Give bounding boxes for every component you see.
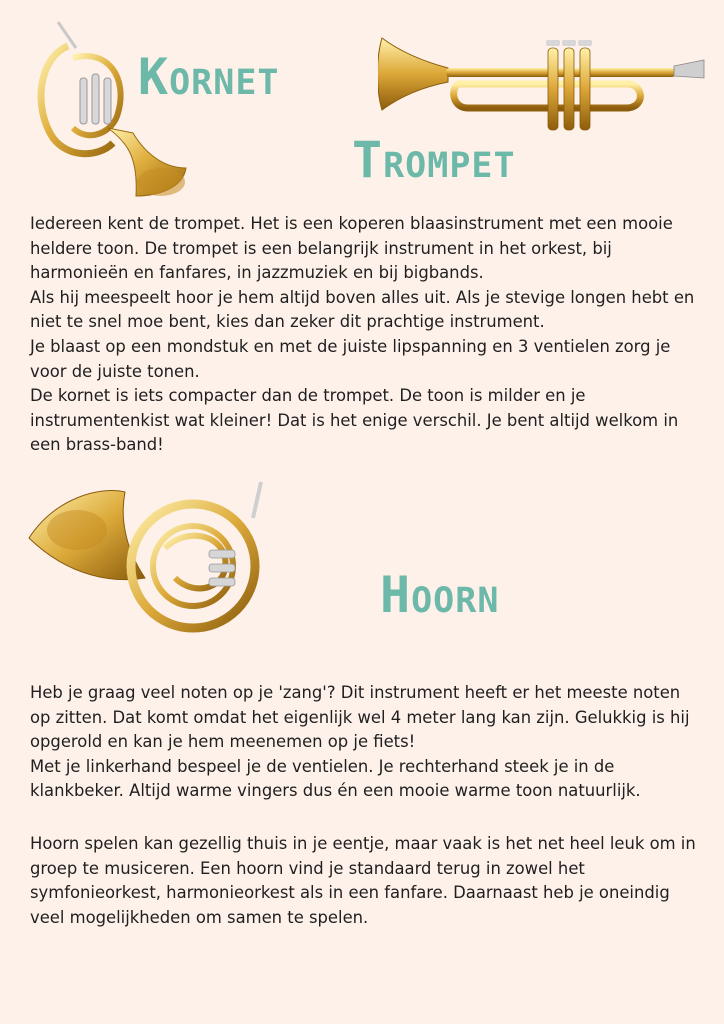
text-line: Iedereen kent de trompet. Het is een koperen blaasinstrument met een mooie heldere toon. De trompet is een belangrijk instrument in het orkest, bij harmonieën en fanfares, in jazzmuziek en bij bigbands. — [30, 214, 673, 283]
text-line: Heb je graag veel noten op je 'zang'? Dit instrument heeft er het meeste noten op zitten. Dat komt omdat het eigenlijk wel 4 meter lang kan zijn. Gelukkig is hij opgerold en kan je hem meenemen op je fiets! — [30, 683, 690, 752]
french-horn-illustration — [25, 478, 275, 638]
trumpet-illustration — [378, 30, 708, 135]
text-line: Je blaast op een mondstuk en met de juiste lipspanning en 3 ventielen zorg je voor de juiste tonen. — [30, 336, 671, 381]
text-line: Hoorn spelen kan gezellig thuis in je eentje, maar vaak is het net heel leuk om in groep te musiceren. Een hoorn vind je standaard terug in zowel het symfonieorkest, harmonieorkest als in een fanfare. Daarnaast heb je oneindig veel mogelijkheden om samen te spelen. — [30, 834, 696, 927]
text-line: De kornet is iets compacter dan de trompet. De toon is milder en je instrumentenkist wat kleiner! Dat is het enige verschil. Je bent altijd welkom in een brass-band! — [30, 386, 679, 455]
hoorn-description — [30, 681, 700, 804]
title-hoorn: Hoorn — [380, 566, 500, 624]
trompet-description — [30, 212, 700, 458]
title-trompet: Trompet — [352, 131, 516, 189]
title-kornet: Kornet — [138, 48, 280, 106]
cornet-illustration — [28, 18, 188, 200]
hoorn-description-2 — [30, 832, 700, 930]
text-line: Als hij meespeelt hoor je hem altijd boven alles uit. Als je stevige longen hebt en niet te snel moe bent, kies dan zeker dit prachtige instrument. — [30, 287, 695, 332]
text-line: Met je linkerhand bespeel je de ventielen. Je rechterhand steek je in de klankbeker. Altijd warme vingers dus én een mooie warme toon natuurlijk. — [30, 756, 641, 801]
